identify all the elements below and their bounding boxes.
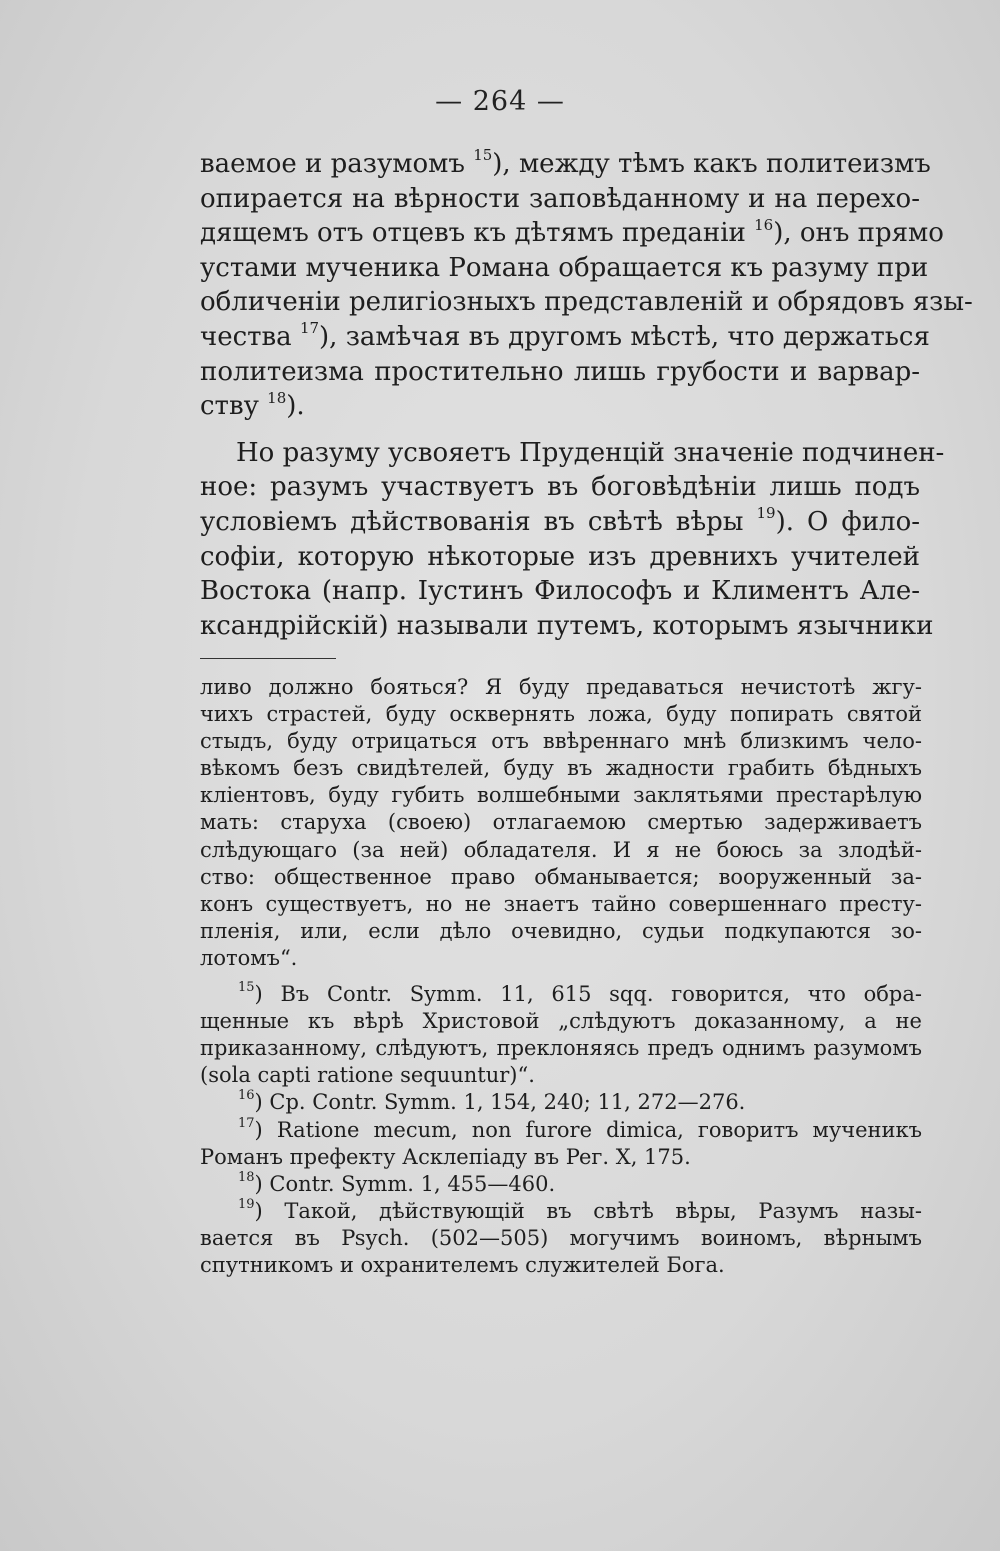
text-line: ное: разумъ участвуетъ въ боговѣдѣніи лишь подъ bbox=[200, 472, 920, 503]
text-line: устами мученика Романа обращается къ разуму при bbox=[200, 252, 929, 283]
footnote-ref: 17 bbox=[299, 319, 320, 338]
footnote-17 bbox=[200, 1117, 922, 1171]
footnote-number: 15 bbox=[238, 980, 255, 996]
footnote-19 bbox=[200, 1198, 922, 1279]
text-line: дящемъ отъ отцевъ къ дѣтямъ преданіи $^{16}$), онъ прямо bbox=[200, 215, 944, 249]
footnotes bbox=[200, 674, 922, 1279]
text-line: политеизма простительно лишь грубости и варвар- bbox=[200, 356, 920, 387]
footnote-number: 16 bbox=[238, 1088, 255, 1104]
footnote-line: щенные къ вѣрѣ Христовой „слѣдуютъ доказанному, а не bbox=[200, 1009, 922, 1034]
footnote-ref: 18 bbox=[267, 388, 287, 407]
page-number: — 264 — bbox=[435, 86, 565, 117]
text-line: обличеніи религіозныхъ представленій и обрядовъ язы- bbox=[200, 287, 973, 318]
footnote-ref: 16 bbox=[754, 215, 774, 234]
footnote-line: кліентовъ, буду губить волшебными заклятьями престарѣлую bbox=[200, 783, 922, 808]
footnote-18 bbox=[200, 1171, 922, 1198]
footnote-line: мать: старуха (своею) отлагаемою смертью задерживаетъ bbox=[200, 810, 922, 835]
footnote-ref: 19 bbox=[756, 504, 776, 523]
footnote-15 bbox=[200, 981, 922, 1089]
footnote-line: лотомъ“. bbox=[200, 945, 298, 970]
text-line: чества $^{17}$), замѣчая въ другомъ мѣстѣ, что держаться bbox=[200, 319, 930, 352]
footnote-line: вѣкомъ безъ свидѣтелей, буду въ жадности грабить бѣдныхъ bbox=[200, 756, 922, 781]
text-line: ству $^{18}$). bbox=[200, 388, 305, 422]
footnote-line: $^{19}$) Такой, дѣйствующій въ свѣтѣ вѣры, Разумъ назы- bbox=[238, 1196, 922, 1223]
footnote-line: $^{15}$) Въ Contr. Symm. 11, 615 sqq. говорится, что обра- bbox=[238, 980, 922, 1007]
footnote-number: 19 bbox=[238, 1196, 255, 1212]
footnote-line: стыдъ, буду отрицаться отъ ввѣреннаго мнѣ близкимъ чело- bbox=[200, 729, 922, 754]
footnote-line: конъ существуетъ, но не знаетъ тайно совершеннаго престу- bbox=[200, 891, 922, 916]
footnote-line: пленія, или, если дѣло очевидно, судьи подкупаются зо- bbox=[200, 918, 922, 943]
footnote-line: $^{16}$) Ср. Contr. Symm. 1, 154, 240; 11, 272—276. bbox=[238, 1088, 746, 1115]
text-line: Востока (напр. Іустинъ Философъ и Климентъ Але- bbox=[200, 576, 920, 607]
footnote-line: слѣдующаго (за ней) обладателя. И я не боюсь за злодѣй- bbox=[200, 837, 922, 862]
footnote-ref: 15 bbox=[473, 146, 493, 165]
footnote-line: чихъ страстей, буду осквернять ложа, буду попирать святой bbox=[200, 702, 922, 727]
footnote-line: ливо должно бояться? Я буду предаваться нечистотѣ жгу- bbox=[200, 675, 922, 699]
footnote-line: $^{18}$) Contr. Symm. 1, 455—460. bbox=[238, 1169, 556, 1196]
footnote-line: приказанному, слѣдуютъ, преклоняясь предъ однимъ разумомъ bbox=[200, 1036, 922, 1061]
text-line: ксандрійскій) называли путемъ, которымъ язычники bbox=[200, 610, 934, 641]
footnote-continuation bbox=[200, 674, 922, 972]
footnote-line: спутникомъ и охранителемъ служителей Бога. bbox=[200, 1252, 725, 1277]
footnote-16 bbox=[200, 1089, 922, 1116]
text-line: опирается на вѣрности заповѣданному и на перехо- bbox=[200, 183, 920, 214]
text-line: ваемое и разумомъ $^{15}$), между тѣмъ какъ политеизмъ bbox=[200, 146, 931, 179]
footnote-line: Романъ префекту Асклепіаду въ Peг. X, 175. bbox=[200, 1144, 691, 1169]
text-line: Но разуму усвояетъ Пруденцій значеніе подчинен- bbox=[236, 437, 945, 468]
footnote-number: 17 bbox=[238, 1115, 255, 1131]
main-text bbox=[200, 146, 973, 643]
footnote-number: 18 bbox=[238, 1169, 255, 1185]
footnote-line: $^{17}$) Ratione mecum, non furore dimica, говоритъ мученикъ bbox=[238, 1115, 922, 1142]
footnote-divider bbox=[200, 658, 336, 659]
footnote-line: ство: общественное право обманывается; вооруженный за- bbox=[200, 864, 922, 889]
text-line: софіи, которую нѣкоторые изъ древнихъ учителей bbox=[200, 541, 920, 572]
footnote-line: (sola capti ratione sequuntur)“. bbox=[200, 1063, 535, 1088]
text-line: условіемъ дѣйствованія въ свѣтѣ вѣры $^{19}$). О фило- bbox=[200, 504, 921, 537]
footnote-line: вается въ Psych. (502—505) могучимъ воиномъ, вѣрнымъ bbox=[200, 1225, 922, 1250]
